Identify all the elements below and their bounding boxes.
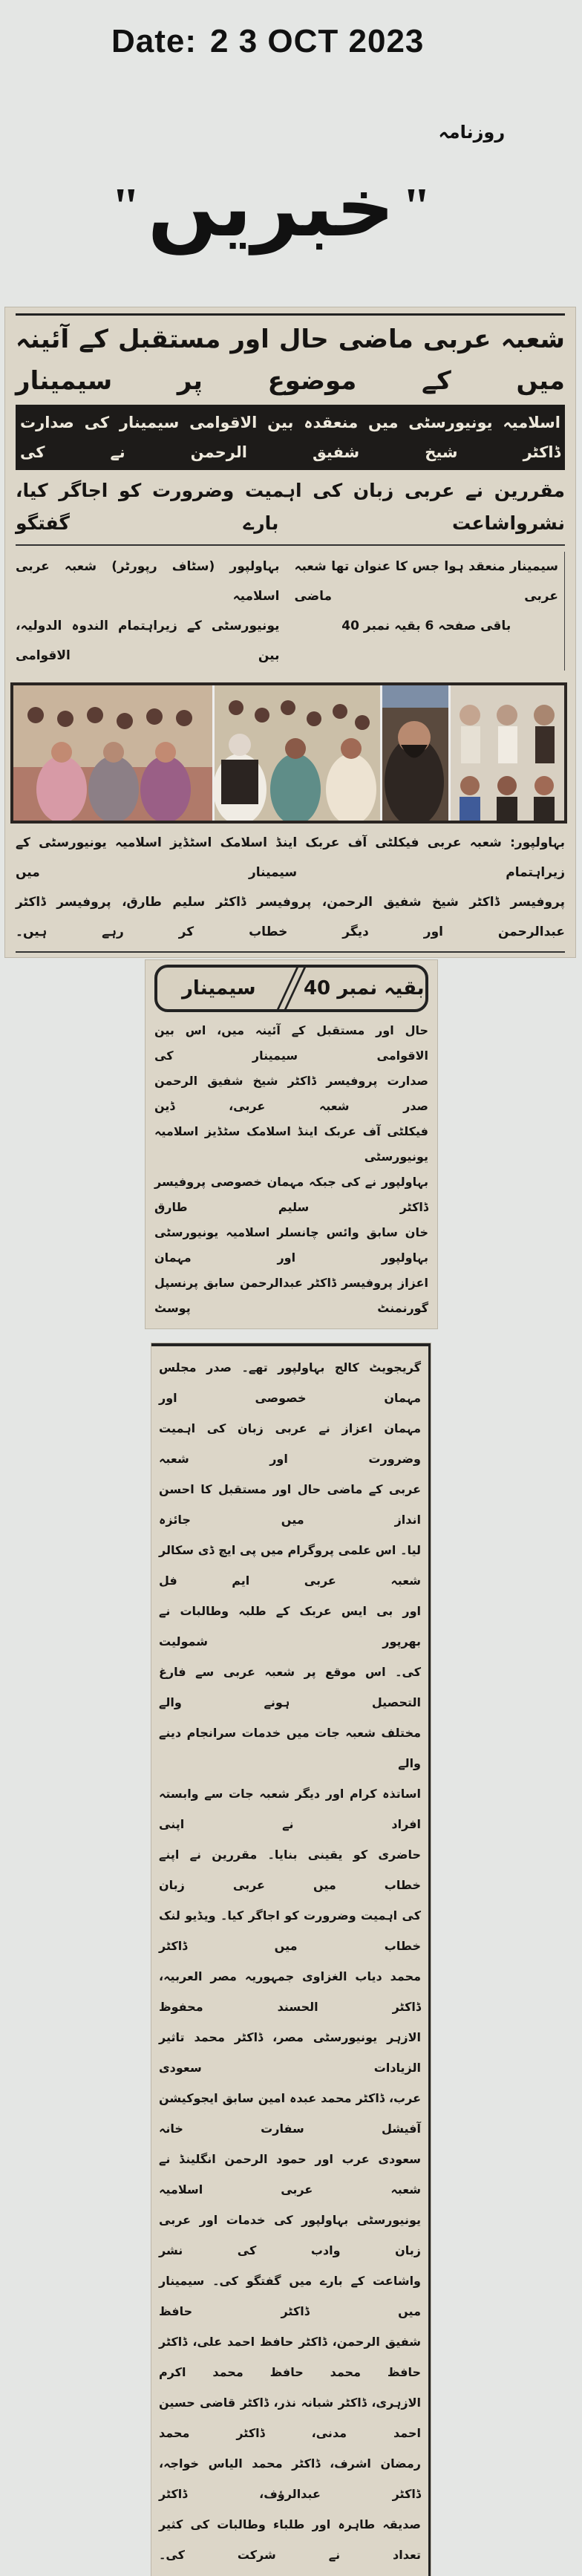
quote-close: " xyxy=(402,178,431,235)
text-line: الازہری، ڈاکٹر شبانہ نذر، ڈاکٹر قاضی حسین احمد مدنی، ڈاکٹر محمد xyxy=(159,2396,421,2440)
headline-text: شعبہ عربی ماضی حال اور مستقبل کے آئینہ میں کے موضوع پر سیمینار xyxy=(16,325,565,396)
text-line: صدارت پروفیسر ڈاکٹر شیخ شفیق الرحمن صدر شعبہ عربی، ڈین xyxy=(154,1074,428,1113)
text-line: مختلف شعبہ جات میں خدمات سرانجام دینے والے xyxy=(159,1726,421,1770)
caption-line: بہاولپور: شعبہ عربی فیکلٹی آف عربک اینڈ اسلامک اسٹڈیز اسلامیہ یونیورسٹی کے زیراہتمام سیمینار میں xyxy=(16,835,565,880)
date-stamp xyxy=(111,21,582,62)
seminar-photo xyxy=(10,682,567,824)
text-line: سعودی عرب اور حمود الرحمن انگلینڈ نے شعبہ عربی اسلامیہ xyxy=(159,2152,421,2197)
continuation-box-1 xyxy=(146,960,437,1328)
text-line: کی اہمیت وضرورت کو اجاگر کیا۔ ویڈیو لنک خطاب میں ڈاکٹر xyxy=(159,1908,421,1953)
text-line: الازہر یونیورسٹی مصر، ڈاکٹر محمد تاثیر الزیادات سعودی xyxy=(159,2030,421,2075)
lead-line: بہاولپور (سٹاف رپورٹر) شعبہ عربی اسلامیہ xyxy=(16,559,280,604)
text-line: صدیقہ طاہرہ اور طلباء وطالبات کی کثیر تعداد نے شرکت کی۔ xyxy=(159,2517,421,2562)
text-line: واشاعت کے بارے میں گفتگو کی۔ سیمینار میں ڈاکٹر حافظ xyxy=(159,2274,421,2318)
lead-line: یونیورسٹی کے زیراہتمام الندوہ الدولیہ، بین الاقوامی xyxy=(16,619,280,663)
newspaper-masthead xyxy=(111,107,506,307)
lead-column-left xyxy=(295,552,566,671)
jump-title: سیمینار xyxy=(181,977,256,1000)
subheadline-text: مقررین نے عربی زبان کی اہمیت وضرورت کو اجاگر کیا، نشرواشاعت بارے گفتگو xyxy=(16,480,565,534)
subheadline xyxy=(16,470,565,546)
date-value: 2 3 OCT 2023 xyxy=(210,23,425,59)
quote-open: " xyxy=(111,178,140,235)
continuation-box-2 xyxy=(151,1343,431,2576)
strapline-bar xyxy=(16,405,565,470)
lead-column-right xyxy=(16,552,280,671)
text-line: عرب، ڈاکٹر محمد عبدہ امین سابق ایجوکیشن آفیشل سفارت خانہ xyxy=(159,2091,421,2136)
text-line: مہمان اعزاز نے عربی زبان کی اہمیت وضرورت اور شعبہ xyxy=(159,1421,421,1466)
jump-label: بقیہ نمبر 40 xyxy=(303,977,425,1000)
text-line: اساتذہ کرام اور دیگر شعبہ جات سے وابستہ افراد نے اپنی xyxy=(159,1787,421,1831)
continuation-text-2 xyxy=(159,1352,421,2570)
text-line: حال اور مستقبل کے آئینہ میں، اس بین الاقوامی سیمینار کی xyxy=(154,1023,428,1063)
text-line: عربی کے ماضی حال اور مستقبل کا احسن انداز میں جائزہ xyxy=(159,1482,421,1527)
headline xyxy=(16,313,565,405)
continuation-column xyxy=(146,960,437,2576)
seminar-photo-image xyxy=(13,685,564,821)
continuation-text-1 xyxy=(154,1018,428,1321)
text-line: محمد دیاب الغزاوی جمہوریہ مصر العربیہ، ڈاکٹر الحسند محفوظ xyxy=(159,1969,421,2014)
strapline-text: اسلامیہ یونیورسٹی میں منعقدہ بین الاقوامی سیمینار کی صدارت ڈاکٹر شیخ شفیق الرحمن نے کی xyxy=(20,414,560,461)
jump-header xyxy=(154,965,428,1012)
text-line: شفیق الرحمن، ڈاکٹر حافظ احمد علی، ڈاکٹر حافظ محمد حافظ محمد اکرم xyxy=(159,2335,421,2379)
text-line: گریجویٹ کالج بہاولپور تھے۔ صدر مجلس مہمان خصوصی اور xyxy=(159,1360,421,1405)
text-line: اور بی ایس عربک کے طلبہ وطالبات نے بھرپور شمولیت xyxy=(159,1604,421,1649)
text-line: فیکلٹی آف عربک اینڈ اسلامک سٹڈیز اسلامیہ یونیورسٹی xyxy=(154,1124,428,1164)
date-label: Date: xyxy=(111,23,197,59)
newspaper-prefix: روزنامہ xyxy=(438,122,506,143)
lead-line: سیمینار منعقد ہوا جس کا عنوان تھا شعبہ عربی ماضی xyxy=(294,559,558,604)
photo-caption xyxy=(16,824,565,953)
divider-slashes xyxy=(281,968,303,1009)
text-line: خان سابق وائس چانسلر اسلامیہ یونیورسٹی بہاولپور اور مہمان xyxy=(154,1225,428,1265)
newspaper-name: خبریں xyxy=(147,159,395,255)
text-line: لیا۔ اس علمی پروگرام میں پی ایچ ڈی سکالر شعبہ عربی ایم فل xyxy=(159,1543,421,1588)
text-line: یونیورسٹی بہاولپور کی خدمات اور عربی زبان وادب کی نشر xyxy=(159,2213,421,2257)
caption-line: پروفیسر ڈاکٹر شیخ شفیق الرحمن، پروفیسر ڈاکٹر سلیم طارق، پروفیسر ڈاکٹر عبدالرحمن اور دیگر خطاب کر رہے ہیں۔ xyxy=(16,895,565,939)
text-line: کی۔ اس موقع پر شعبہ عربی سے فارغ التحصیل ہونے والے xyxy=(159,1665,421,1709)
text-line: اعزاز پروفیسر ڈاکٹر عبدالرحمن سابق پرنسپل گورنمنٹ پوسٹ xyxy=(154,1276,428,1315)
text-line: بہاولپور نے کی جبکہ مہمان خصوصی پروفیسر ڈاکٹر سلیم طارق xyxy=(154,1175,428,1214)
news-article xyxy=(5,307,575,957)
text-line: رمضان اشرف، ڈاکٹر محمد الیاس خواجہ، ڈاکٹر عبدالرؤف، ڈاکٹر xyxy=(159,2456,421,2501)
lead-paragraph xyxy=(16,546,565,676)
jump-reference: باقی صفحہ 6 بقیہ نمبر 40 xyxy=(341,619,511,633)
text-line: حاضری کو یقینی بنایا۔ مقررین نے اپنے خطاب میں عربی زبان xyxy=(159,1848,421,1892)
